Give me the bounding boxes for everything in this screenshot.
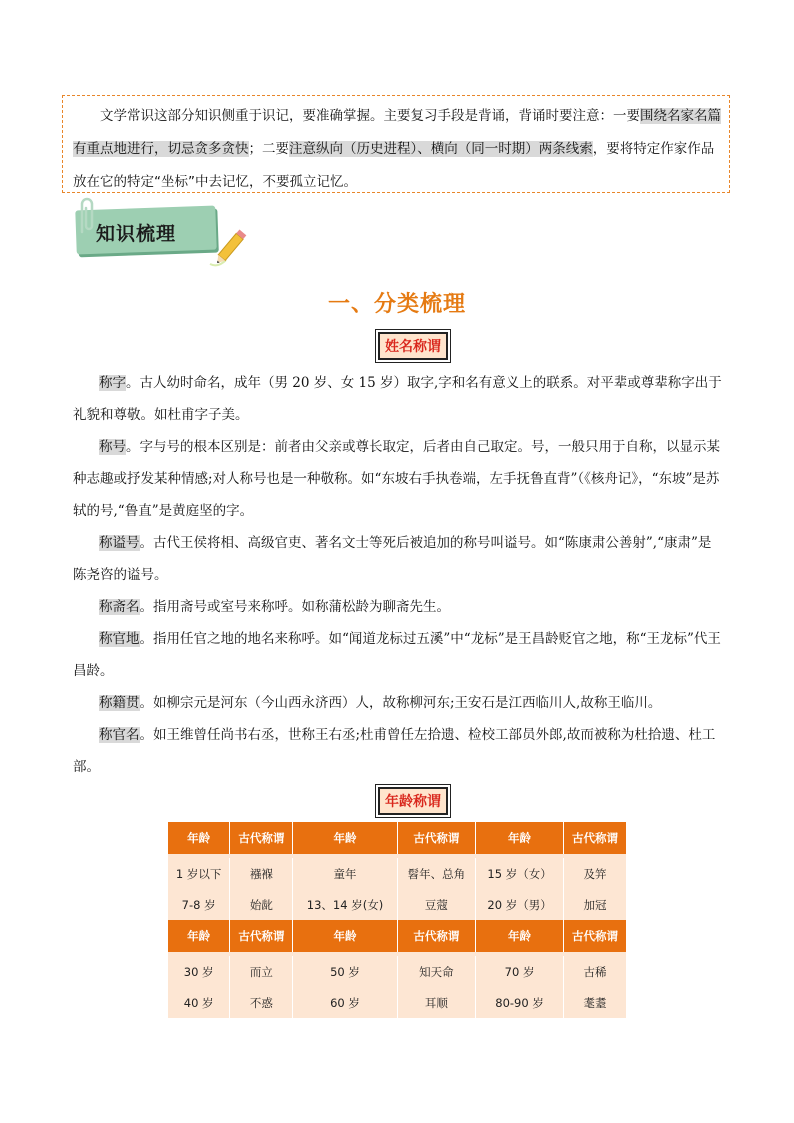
table-cell: 耄耋 — [563, 987, 626, 1018]
table-cell: 加冠 — [563, 889, 626, 920]
header-cell: 年龄 — [293, 822, 397, 854]
term-label: 称斋名 — [99, 599, 140, 615]
table-cell: 不惑 — [230, 987, 293, 1018]
name-section-tag: 姓名称谓 — [378, 332, 448, 360]
term-label: 称官名 — [99, 727, 140, 743]
table-cell: 童年 — [293, 858, 397, 889]
header-cell: 古代称谓 — [397, 822, 476, 854]
table-cell: 20 岁（男） — [476, 889, 564, 920]
term-text: 。字与号的根本区别是：前者由父亲或尊长取定，后者由自己取定。号，一般只用于自称，以显示某种志趣或抒发某种情感;对人称号也是一种敬称。如“东坡右手执卷端，左手抚鲁直背”（《核舟记》，“东坡”是苏轼的号,“鲁直”是黄庭坚的字。 — [73, 439, 720, 519]
intro-highlight-1: 围绕名家名篇有重点地进行，切忌贪多贪快 — [73, 108, 721, 157]
table-cell: 而立 — [230, 956, 293, 987]
term-text: 。如王维曾任尚书右丞，世称王右丞;杜甫曾任左拾遗、检校工部员外郎,故而被称为杜拾遗、杜工部。 — [73, 727, 716, 775]
intro-part-3: ，要将特定作家作品放在它的特定“坐标”中去记忆，不要孤立记忆。 — [73, 141, 715, 190]
term-text: 。如柳宗元是河东（今山西永济西）人，故称柳河东;王安石是江西临川人,故称王临川。 — [139, 695, 662, 711]
term-text: 。指用斋号或室号来称呼。如称蒲松龄为聊斋先生。 — [139, 599, 450, 615]
table-row — [168, 956, 626, 987]
table-cell: 7-8 岁 — [168, 889, 230, 920]
table-cell: 始龀 — [230, 889, 293, 920]
age-section-tag: 年龄称谓 — [378, 787, 448, 815]
term-text: 。古代王侯将相、高级官吏、著名文士等死后被追加的称号叫谥号。如“陈康肃公善射”,“康肃”是陈尧咨的谥号。 — [73, 535, 712, 583]
table-cell: 襁褓 — [230, 858, 293, 889]
table-header-row — [168, 822, 626, 854]
term-text: 。指用任官之地的地名来称呼。如“闻道龙标过五溪”中“龙标”是王昌龄贬官之地，称“王龙标”代王昌龄。 — [73, 631, 721, 679]
table-cell: 及笄 — [563, 858, 626, 889]
header-cell: 古代称谓 — [230, 822, 293, 854]
header-cell: 古代称谓 — [563, 920, 626, 952]
table-cell: 15 岁（女） — [476, 858, 564, 889]
header-cell: 古代称谓 — [563, 822, 626, 854]
term-label: 称号 — [99, 439, 126, 455]
intro-paragraph — [73, 100, 721, 199]
list-item — [73, 687, 723, 719]
term-label: 称籍贯 — [99, 695, 140, 711]
term-label: 称字 — [99, 375, 126, 391]
table-row — [168, 858, 626, 889]
table-cell: 50 岁 — [293, 956, 397, 987]
knowledge-badge — [68, 196, 258, 270]
table-cell: 40 岁 — [168, 987, 230, 1018]
age-table — [168, 822, 626, 1018]
table-cell: 髫年、总角 — [397, 858, 476, 889]
header-cell: 年龄 — [293, 920, 397, 952]
table-cell: 13、14 岁(女) — [293, 889, 397, 920]
intro-part-1: 文学常识这部分知识侧重于识记，要准确掌握。主要复习手段是背诵，背诵时要注意：一要 — [100, 108, 640, 124]
term-label: 称谥号 — [99, 535, 140, 551]
header-cell: 年龄 — [476, 822, 564, 854]
table-row — [168, 889, 626, 920]
header-cell: 年龄 — [476, 920, 564, 952]
header-cell: 古代称谓 — [230, 920, 293, 952]
table-row — [168, 987, 626, 1018]
list-item — [73, 431, 723, 527]
table-cell: 30 岁 — [168, 956, 230, 987]
paperclip-icon — [76, 196, 98, 240]
list-item — [73, 527, 723, 591]
header-cell: 年龄 — [168, 822, 230, 854]
table-cell: 古稀 — [563, 956, 626, 987]
intro-part-2: ；二要 — [248, 141, 289, 157]
table-cell: 知天命 — [397, 956, 476, 987]
list-item — [73, 367, 723, 431]
header-cell: 古代称谓 — [397, 920, 476, 952]
term-text: 。古人幼时命名，成年（男 20 岁、女 15 岁）取字,字和名有意义上的联系。对平辈或尊辈称字出于礼貌和尊敬。如杜甫字子美。 — [73, 375, 722, 423]
pencil-icon — [208, 220, 258, 274]
table-cell: 豆蔻 — [397, 889, 476, 920]
list-item — [73, 591, 723, 623]
header-cell: 年龄 — [168, 920, 230, 952]
section-title: 一、分类梳理 — [327, 292, 466, 317]
term-label: 称官地 — [99, 631, 140, 647]
table-cell: 耳顺 — [397, 987, 476, 1018]
table-cell: 70 岁 — [476, 956, 564, 987]
table-cell: 80-90 岁 — [476, 987, 564, 1018]
table-cell: 60 岁 — [293, 987, 397, 1018]
table-header-row — [168, 920, 626, 952]
intro-highlight-2: 注意纵向（历史进程）、横向（同一时期）两条线索 — [289, 141, 593, 157]
list-item — [73, 719, 723, 783]
list-item — [73, 623, 723, 687]
badge-label: 知识梳理 — [96, 223, 177, 245]
table-cell: 1 岁以下 — [168, 858, 230, 889]
